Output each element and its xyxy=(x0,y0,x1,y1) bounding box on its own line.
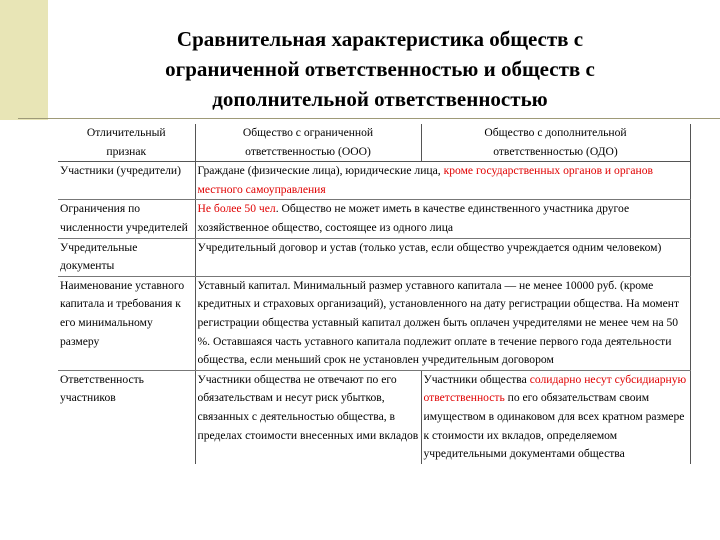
decorative-side-bar xyxy=(0,0,48,120)
feature-cell-documents: Учредительные документы xyxy=(58,238,195,276)
page-title xyxy=(120,24,640,114)
header-odo-line1: Общество с дополнительной xyxy=(484,126,627,139)
feature-cell-participants: Участники (учредители) xyxy=(58,162,195,200)
participants-red-text: кроме государственных органов и органов местного самоуправления xyxy=(197,164,654,196)
table-row xyxy=(58,370,690,463)
header-feature xyxy=(58,124,195,162)
header-ooo-line2: ответственностью (ООО) xyxy=(245,144,371,158)
table-row xyxy=(58,276,690,370)
odo-liability-red-2: субсидиарную ответственность xyxy=(423,372,687,405)
odo-cell-liability xyxy=(421,370,690,463)
header-feature-line2: признак xyxy=(106,144,147,158)
feature-cell-liability: Ответственность участников xyxy=(58,370,195,463)
merged-cell-documents: Учредительный договор и устав (только устав, если общество учреждается одним человеком) xyxy=(195,238,690,276)
title-line-3: дополнительной ответственностью xyxy=(212,87,548,111)
odo-liability-prefix: Участники общества xyxy=(423,372,530,386)
title-line-1: Сравнительная характеристика обществ с xyxy=(176,27,584,51)
merged-cell-participants xyxy=(195,162,690,200)
comparison-table xyxy=(58,124,691,464)
limits-red-text: Не более 50 чел xyxy=(197,202,276,216)
odo-liability-suffix: по его обязательствам своим имуществом в одинаковом для всех кратном размере к стоимости их вкладов, определяемом учредительными документами общества xyxy=(423,391,685,461)
merged-cell-capital: Уставный капитал. Минимальный размер уставного капитала — не менее 10000 руб. (кроме кредитных и страховых организаций), установленного на дату регистрации общества. На момент регистрации общества уставный капитал должен быть оплачен учредителями не менее чем на 50 %. Оставшаяся часть уставного капитала подлежит оплате в течение первого года деятельности общества, если меньший срок не установлен учредительным договором xyxy=(195,276,690,370)
participants-text: Граждане (физические лица), юридические лица, xyxy=(197,164,441,178)
header-ooo-line1: Общество с ограниченной xyxy=(242,126,374,139)
odo-liability-red-1: солидарно несут xyxy=(529,372,612,386)
limits-text: . Общество не может иметь в качестве единственного участника другое хозяйственное общество, состоящее из одного лица xyxy=(197,202,630,234)
table-row xyxy=(58,238,690,276)
header-odo-line2: ответственностью (ОДО) xyxy=(493,144,618,158)
feature-cell-limits: Ограничения по численности учредителей xyxy=(58,200,195,238)
header-odo xyxy=(421,124,690,162)
table-header-row xyxy=(58,124,690,162)
title-divider xyxy=(18,118,720,119)
header-feature-line1: Отличительный xyxy=(86,126,166,139)
table-row xyxy=(58,162,690,200)
ooo-cell-liability: Участники общества не отвечают по его обязательствам и несут риск убытков, связанных с деятельностью общества, в пределах стоимости внесенных ими вкладов xyxy=(195,370,421,463)
feature-cell-capital: Наименование уставного капитала и требования к его минимальному размеру xyxy=(58,276,195,370)
title-line-2: ограниченной ответственностью и обществ с xyxy=(165,57,595,81)
table-row xyxy=(58,200,690,238)
merged-cell-limits xyxy=(195,200,690,238)
header-ooo xyxy=(195,124,421,162)
